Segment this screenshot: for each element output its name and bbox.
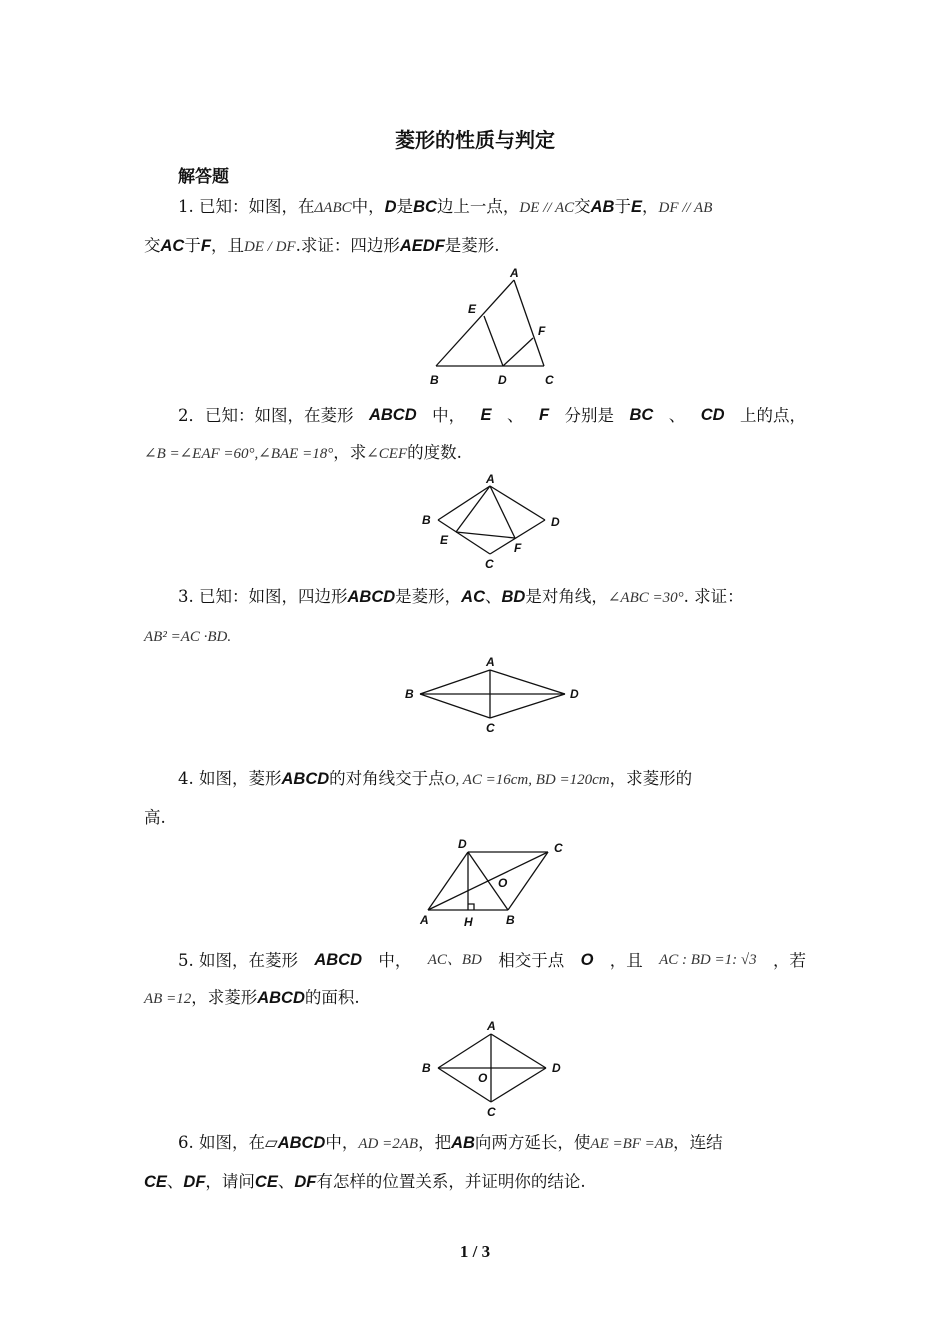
figure-3-label-d: D [570,687,579,701]
figure-4-rhombus [416,834,576,930]
problem-3 [144,578,806,656]
figure-5-label-c: C [487,1105,496,1119]
problem-6-line-1: 6. 如图，在▱ABCD中，AD =2AB，把AB向两方延长，使AE =BF =AB，连结 [178,1133,723,1152]
figure-1-label-b: B [430,373,439,387]
figure-5-label-d: D [552,1061,561,1075]
problem-2 [144,397,806,473]
problem-2-line-1: 2．已知：如图，在菱形 ABCD 中， E 、 F 分别是 BC 、 CD 上的点， [178,406,806,425]
figure-4-label-c: C [554,841,563,855]
figure-2-rhombus [418,472,568,572]
figure-1-label-d: D [498,373,507,387]
figure-3-label-a: A [486,655,495,669]
problem-1-line-2: 交AC于F，且DE / DF.求证：四边形AEDF是菱形. [144,236,500,255]
problem-5-line-2: AB =12，求菱形ABCD的面积. [144,988,360,1007]
figure-1-label-c: C [545,373,554,387]
figure-5-rhombus [416,1016,576,1120]
problem-6 [144,1124,806,1201]
figure-3-label-c: C [486,721,495,735]
figure-4-label-b: B [506,913,515,927]
problem-3-line-2: AB² =AC ·BD. [144,629,232,645]
figure-2-label-f: F [514,541,522,555]
figure-3-label-b: B [405,687,414,701]
problem-4 [144,760,806,836]
problem-1-line-1: 1. 已知：如图，在ΔABC中，D是BC边上一点，DE // AC交AB于E，DF // AB [178,197,713,216]
problem-3-line-1: 3. 已知：如图，四边形ABCD是菱形，AC、BD是对角线，∠ABC =30°. 求证： [178,587,744,606]
problem-5-line-1: 5. 如图，在菱形 ABCD 中， AC、BD 相交于点 O ，且 AC : BD =1: √3 ，若 [178,951,806,970]
problem-2-line-2: ∠B =∠EAF =60°,∠BAE =18°，求∠CEF的度数. [144,443,462,462]
figure-5-label-b: B [422,1061,431,1075]
page-title: 菱形的性质与判定 [395,128,555,152]
figure-4-label-a: A [420,913,429,927]
figure-4-label-h: H [464,915,473,929]
figure-2-label-a: A [486,472,495,486]
figure-2-label-c: C [485,557,494,571]
problem-1 [144,188,806,266]
figure-2-label-e: E [440,533,449,547]
figure-1-label-a: A [510,266,519,280]
problem-6-line-2: CE、DF，请问CE、DF有怎样的位置关系，并证明你的结论. [144,1172,586,1191]
page-number: 1 / 3 [459,1242,491,1261]
figure-3-rhombus [400,652,590,738]
figure-4-label-o: O [498,876,508,890]
figure-1-label-e: E [468,302,477,316]
figure-2-label-d: D [551,515,560,529]
problem-5 [144,942,806,1018]
figure-1-triangle [420,262,570,392]
problem-4-line-1: 4. 如图，菱形ABCD的对角线交于点O, AC =16cm, BD =120cm，求菱形的 [178,769,693,788]
figure-4-label-d: D [458,837,467,851]
figure-1-label-f: F [538,324,546,338]
figure-5-label-a: A [487,1019,496,1033]
section-heading: 解答题 [178,167,229,187]
figure-2-label-b: B [422,513,431,527]
figure-5-label-o: O [478,1071,488,1085]
problem-4-line-2: 高. [144,808,166,827]
